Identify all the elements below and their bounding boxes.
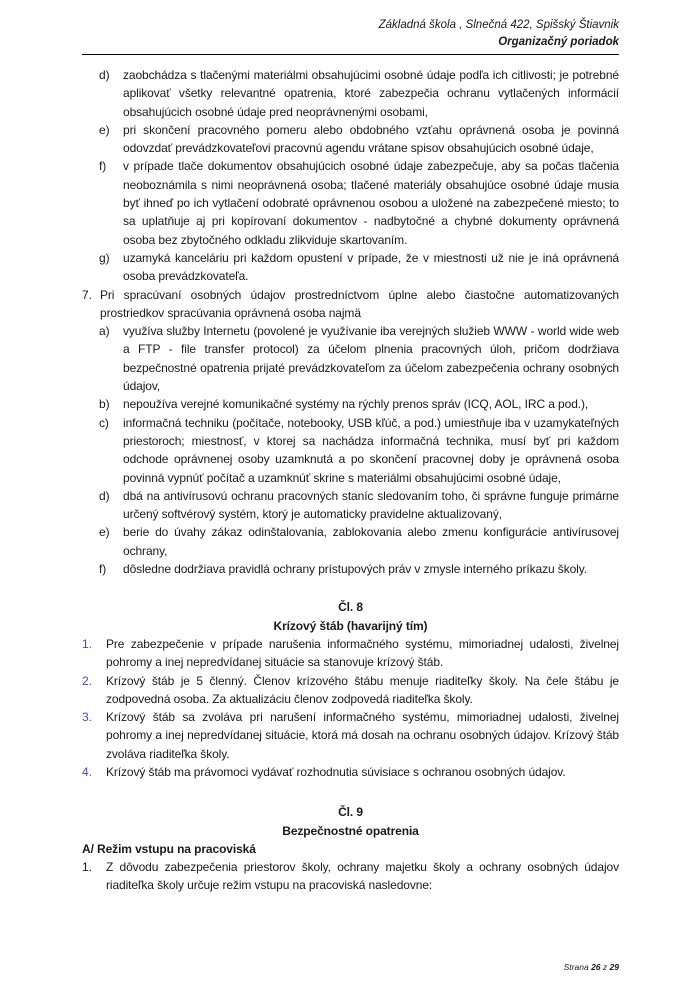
list-item bbox=[82, 121, 619, 158]
header-divider bbox=[82, 54, 619, 55]
list-item-label: e) bbox=[99, 122, 110, 137]
list-item-text: pri skončení pracovného pomeru alebo obdobného vzťahu oprávnená osoba je povinná odovzdať prevádzkovateľovi pracovnú agendu vrátane spisov obsahujúcich osobné údaje, bbox=[123, 122, 619, 156]
list-item-text: berie do úvahy zákaz odinštalovania, zablokovania alebo zmenu konfigurácie antivírusovej ochrany, bbox=[123, 525, 619, 558]
list-item-text: dbá na antivírusovú ochranu pracovných staníc sledovaním toho, či správne funguje primárne určený softvérový systém, ktorý je automaticky pravidelne aktualizovaný, bbox=[123, 488, 619, 522]
point-label: 3. bbox=[82, 710, 92, 725]
list-item-text: dôsledne dodržiava pravidlá ochrany prístupových práv v zmysle interného príkazu školy. bbox=[123, 562, 587, 577]
footer-page-number: 26 bbox=[591, 962, 601, 972]
list-item-text: v prípade tlače dokumentov obsahujúcich osobné údaje zabezpečuje, aby sa počas tlačenia neoboznámila s nimi neoprávnená osoba; tlačené materiály obsahujúce osobné údaje musia byť ihneď po ich vytlačení odobraté oprávnenou osobou a uložené na zabezpečené miesto; to sa uplatňuje aj pri kopírovaní dokumentov - nadbytočné a chybné dokumenty oprávnená osoba bez zbytočného odkladu zlikviduje skartovaním. bbox=[123, 159, 619, 247]
article-8-subtitle: Krízový štáb (havarijný tím) bbox=[273, 618, 428, 633]
point-text: Krízový štáb sa zvoláva pri narušení informačného systému, mimoriadnej udalosti, živelnej pohromy a inej nepredvídanej situácie, ktorá má dosah na ochranu osobných údajov. Krízový štáb zvoláva riaditeľka školy. bbox=[106, 710, 619, 761]
point-text: Krízový štáb ma právomoci vydávať rozhodnutia súvisiace s ochranou osobných údajov. bbox=[106, 764, 566, 779]
list-item bbox=[82, 395, 619, 413]
list-item bbox=[82, 560, 619, 578]
footer-separator: z bbox=[602, 962, 608, 972]
numbered-point bbox=[82, 858, 619, 895]
footer-page-total: 29 bbox=[609, 962, 619, 972]
list-item-text: uzamyká kanceláriu pri každom opustení v prípade, že v miestnosti už nie je iná oprávnená osoba prevádzkovateľa. bbox=[123, 250, 619, 284]
spacer bbox=[82, 781, 619, 803]
list-item bbox=[82, 66, 619, 121]
numbered-point bbox=[82, 708, 619, 763]
list-item bbox=[82, 157, 619, 248]
list-item-label: d) bbox=[99, 68, 110, 82]
point-label: 1. bbox=[82, 636, 92, 651]
page-header bbox=[379, 17, 619, 51]
point-label: 4. bbox=[82, 764, 92, 779]
article-9-subtitle: Bezpečnostné opatrenia bbox=[282, 823, 419, 838]
list-item-label: b) bbox=[99, 397, 110, 412]
list-item-label: a) bbox=[99, 324, 110, 339]
list-item bbox=[82, 414, 619, 487]
list-item bbox=[82, 487, 619, 524]
point-label: 7. bbox=[82, 287, 92, 302]
list-item-label: c) bbox=[99, 415, 109, 430]
list-item-text: informačná techniku (počítače, notebooky, USB kľúč, a pod.) umiestňuje iba v uzamykateľných priestoroch; miestnosť, v ktorej sa nachádza informačná technika, musí byť pri každom odchode oprávnenej osoby uzamknutá a po skončení pracovnej doby je oprávnená osoba povinná vypnúť počítač a uzamknúť skrine s materiálmi obsahujúcimi osobné údaje, bbox=[123, 415, 619, 485]
numbered-point bbox=[82, 763, 619, 781]
page-content bbox=[82, 66, 619, 895]
school-address: Základná škola , Slnečná 422, Spišský Štiavnik bbox=[378, 19, 619, 31]
list-item-label: e) bbox=[99, 525, 110, 540]
document-title: Organizačný poriadok bbox=[498, 36, 619, 48]
article-9-title: Čl. 9 bbox=[338, 805, 363, 820]
list-item-label: g) bbox=[99, 250, 110, 265]
list-item-text: zaobchádza s tlačenými materiálmi obsahujúcimi osobné údaje podľa ich citlivosti; je potrebné aplikovať všetky relevantné opatrenia, ktoré zabezpečia ochranu vytlačených informácií obsahujúcich osobné údaje pred neoprávnenými osobami, bbox=[123, 68, 619, 119]
list-item-label: f) bbox=[99, 159, 107, 174]
point-text: Z dôvodu zabezpečenia priestorov školy, ochrany majetku školy a ochrany osobných údajov riaditeľka školy určuje režim vstupu na pracoviská nasledovne: bbox=[106, 860, 619, 893]
footer-prefix: Strana bbox=[563, 962, 589, 972]
point-label: 1. bbox=[82, 860, 92, 875]
numbered-point bbox=[82, 635, 619, 672]
list-item-text: nepoužíva verejné komunikačné systémy na rýchly prenos správ (ICQ, AOL, IRC a pod.), bbox=[123, 397, 589, 412]
list-item-label: d) bbox=[99, 488, 110, 503]
list-item bbox=[82, 249, 619, 286]
list-item-label: f) bbox=[99, 562, 107, 577]
list-item bbox=[82, 523, 619, 560]
list-item-text: využíva služby Internetu (povolené je využívanie iba verejných služieb WWW - world wide web a FTP - file transfer protocol) za účelom plnenia pracovných úloh, pričom dodržiava bezpečnostné opatrenia prijaté prevádzkovateľom za účelom zabezpečenia ochrany osobných údajov, bbox=[123, 324, 619, 394]
spacer bbox=[82, 578, 619, 598]
numbered-point bbox=[82, 286, 619, 323]
article-8-title: Čl. 8 bbox=[338, 600, 363, 615]
point-text: Krízový štáb je 5 členný. Členov krízového štábu menuje riaditeľky školy. Na čele štábu je zodpovedná osoba. Za aktualizáciu členov zodpovedá riaditeľka školy. bbox=[106, 673, 619, 706]
point-text: Pre zabezpečenie v prípade narušenia informačného systému, mimoriadnej udalosti, živelnej pohromy a inej nepredvídanej situácie sa stanovuje krízový štáb. bbox=[106, 636, 619, 670]
numbered-point bbox=[82, 672, 619, 709]
point-label: 2. bbox=[82, 673, 92, 688]
point-text: Pri spracúvaní osobných údajov prostredníctvom úplne alebo čiastočne automatizovaných prostriedkov spracúvania oprávnená osoba najmä bbox=[100, 287, 619, 320]
section-heading: A/ Režim vstupu na pracoviská bbox=[82, 841, 256, 856]
page-footer bbox=[564, 962, 619, 972]
list-item bbox=[82, 322, 619, 395]
